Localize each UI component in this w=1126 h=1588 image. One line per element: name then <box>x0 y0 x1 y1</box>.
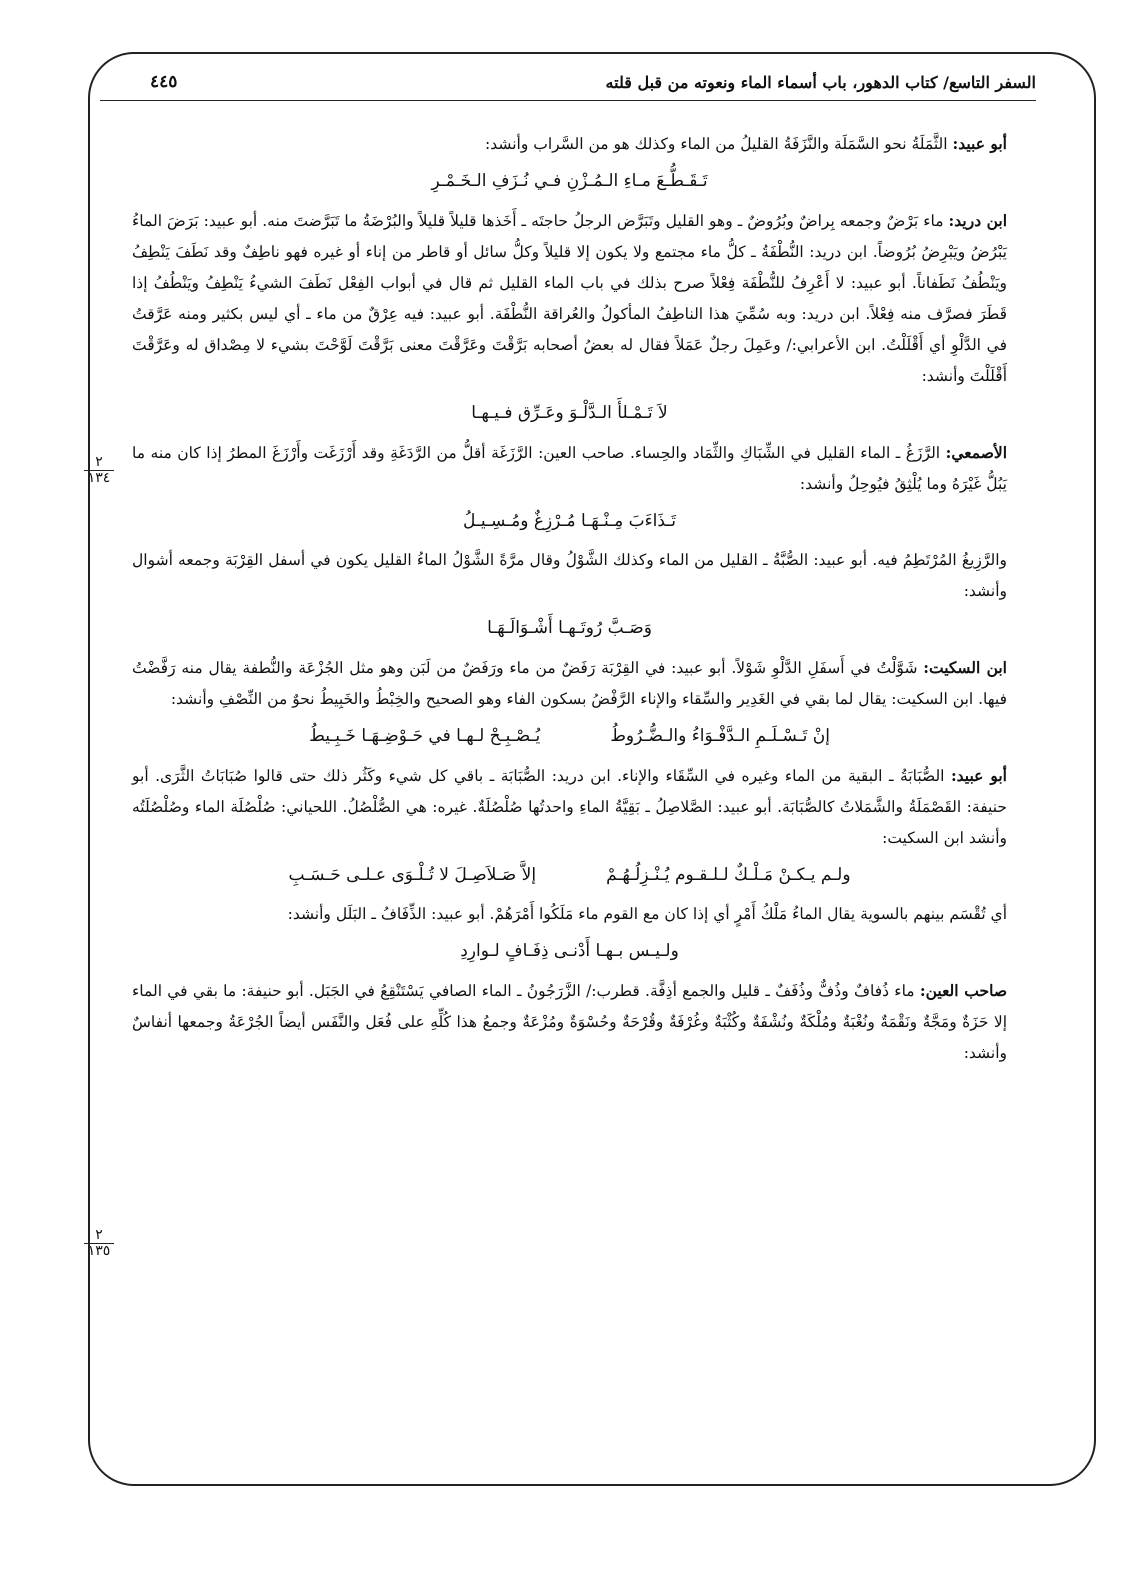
verse: تَـقَـطُّـعَ مـاءِ الـمُـزْنِ فـي نُـزَفِ الـخَـمْـرِ <box>431 171 708 191</box>
running-head: السفر التاسع/ كتاب الدهور، باب أسماء الماء ونعوته من قبل قلته <box>605 72 1036 92</box>
paragraph: ابن دريد: ماء بَرْضٌ وجمعه بِراضٌ وبُرُوضٌ ـ وهو القليل وتَبَرَّض الرجلُ حاجتَه ـ أَخَذها قليلاً قليلاً والبُرْضَةُ ما تَبَرَّضتَ منه. أبو عبيد: بَرَضَ الماءُ يَبْرُضُ ويَبْرِضُ بُرُوضاً. ابن دريد: النُّطْفَةُ ـ كلُّ ماء مجتمع ولا يكون إلا قليلاً وكلُّ سائل أو قاطر من إناء أو غيره فهو ناطِفٌ وقد نَطَفَ يَنْطِفُ ويَنْطُفُ نَطَفاناً. أبو عبيد: لا أَعْرِفُ للنُّطْفَة فِعْلاً صرح بذلك في باب الماء القليل ثم قال في أبواب الفِعْل نَطَفَ الشيءُ يَنْطِفُ ويَنْطُفُ إذا قَطَرَ فصرَّف منه فِعْلاً. ابن دريد: وبه سُمِّيَ هذا الناطِفُ المأكولُ والعُراقة النُّطْفَة. أبو عبيد: فيه عِرْقٌ من ماء ـ أي ليس بكثير ومنه عَرَّقتُ في الدَّلْوِ أي أَقْلَلْتُ. ابن الأعرابي:/ وعَمِلَ رجلٌ عَمَلاً فقال له بعضُ أصحابه بَرَّقْتَ وعَرَّقْتَ معنى بَرَّقْتَ لَوَّحْتَ بشيء لا مِصْداق له وعَرَّقْتَ أَقْلَلْتَ وأنشد: <box>132 211 1008 385</box>
verse: لاَ تَـمْـلأَ الـدَّلْـوَ وعَـرِّق فـيـهـا <box>471 403 668 423</box>
paragraph: ابن السكيت: شَوَّلْتُ في أَسفَلِ الدَّلْوِ شَوْلاً. أبو عبيد: في القِرْبَة رَفَضٌ من ماء ورَفَضٌ من لَبَن وهو مثل الجُزْعَة والنُّطفة يقال منه رَفَّضْتُ فيها. ابن السكيت: يقال لما بقي في الغَدِير والسِّقاء والإناء الرَّفْضُ بسكون الفاء وهو الصحيح والخِبْطُ والخَبِيطُ نحوٌ من النِّصْفِ وأنشد: <box>132 658 1007 708</box>
verse-couplet <box>132 860 1007 891</box>
paragraph: أبو عبيد: الثَّمَلَةُ نحو السَّمَلَة والنَّزَفَةُ القليلُ من الماء وكذلك هو من السَّراب وأنشد: <box>485 134 1007 153</box>
verse: ولـيـس بـهـا أَدْنـى ذِفَـافٍ لـوارِدِ <box>460 941 679 961</box>
page-number: ٤٤٥ <box>150 72 178 92</box>
paragraph: صاحب العين: ماء ذُفافٌ وذُفٌّ وذُفَفٌ ـ قليل والجمع أذِفَّة. قطرب:/ الزَّرَجُونُ ـ الماء الصافي يَسْتَنْقِعُ في الجَبَل. أبو حنيفة: ما بقي في الماء إلا حَزَةٌ ومَجَّةٌ ونَقْمَةٌ ونُغْبَةٌ ومُلْكَةٌ ونُشْفَةٌ وكُثْبَةٌ وغُرْفَةٌ وقُرْحَةٌ وحُسْوَةٌ ومُزْعَةٌ وجمعُ هذا كُلِّهِ على فُعَل والنَّفَس أيضاً الجُرْعَةُ وجمعها أنفاسٌ وأنشد: <box>132 981 1007 1062</box>
main-text <box>132 128 1007 1075</box>
hemistich-second: يُـصْـبِـحْ لـهـا في حَـوْضِـهَـا خَـبِـيطُ <box>309 726 541 746</box>
paragraph: والرَّزِيغُ المُرْتَطِمُ فيه. أبو عبيد: الصُّبَّةُ ـ القليل من الماء وكذلك الشَّوْلُ وقال مرَّةً الشَّوْلُ الماءُ القليل يكون في أسفل القِرْبَة وجمعه أشوال وأنشد: <box>132 551 1007 600</box>
paragraph: أبو عبيد: الصُّبَابَةُ ـ البقية من الماء وغيره في السِّقَاء والإناء. ابن دريد: الصُّبَابَة ـ باقي كل شيء وكَثُر ذلك حتى قالوا صُبَابَاتُ الثَّرَى. أبو حنيفة: القَصْمَلَةُ والشَّمَلاتُ كالصُّبَابَة. أبو عبيد: الصَّلاصِلُ ـ بَقِيَّةُ الماءِ واحدتُها صُلْصُلَةٌ. غيره: هي الصُّلْصُلُ. اللحياني: صُلْصُلَة الماء وصُلْصُلَتُه وأنشد ابن السكيت: <box>132 766 1007 847</box>
verse-couplet <box>132 721 1007 752</box>
margin-reference: ٢ ١٣٤ <box>84 455 114 486</box>
paragraph: أي تُقْسَم بينهم بالسوية يقال الماءُ مَلْكُ أَمْرٍ أي إذا كان مع القوم ماء مَلَكُوا أَمْرَهُمْ. أبو عبيد: الذِّفَافُ ـ البَلَل وأنشد: <box>287 905 1007 923</box>
page-header <box>110 68 1036 96</box>
margin-reference: ٢ ١٣٥ <box>84 1228 114 1259</box>
hemistich-first: ولـم يـكـنْ مَـلْـكٌ لـلـقـوم يُـنْـزِلُـهُـمْ <box>606 865 851 885</box>
verse: وَصَـبَّ رُوتَـهـا أَشْـوَالَـهَـا <box>487 618 652 638</box>
header-rule <box>100 100 1036 101</box>
hemistich-second: إلاَّ صَـلاَصِـلَ لا تُـلْـوَى عـلـى حَـسَـبِ <box>288 865 537 885</box>
verse: تَـذَاءَبَ مِـنْـهَـا مُـرْزِغٌ ومُـسِـيـلُ <box>462 511 676 531</box>
paragraph: الأصمعي: الرَّزَغُ ـ الماء القليل في الشِّبَاكِ والثِّمَاد والحِساء. صاحب العين: الرَّزَغَة أقلُّ من الرَّدَغَةِ وقد أَرْزَغَت وأَرْزَغَ المطرُ إذا كان منه ما يَبُلُّ غَيْرَهُ وما يُلْثِقُ فيُوحِلُ وأنشد: <box>132 443 1007 493</box>
hemistich-first: إنْ تَـسْـلَـمِ الـدَّفْـوَاءُ والـضُّـرُوطُ <box>610 726 830 746</box>
